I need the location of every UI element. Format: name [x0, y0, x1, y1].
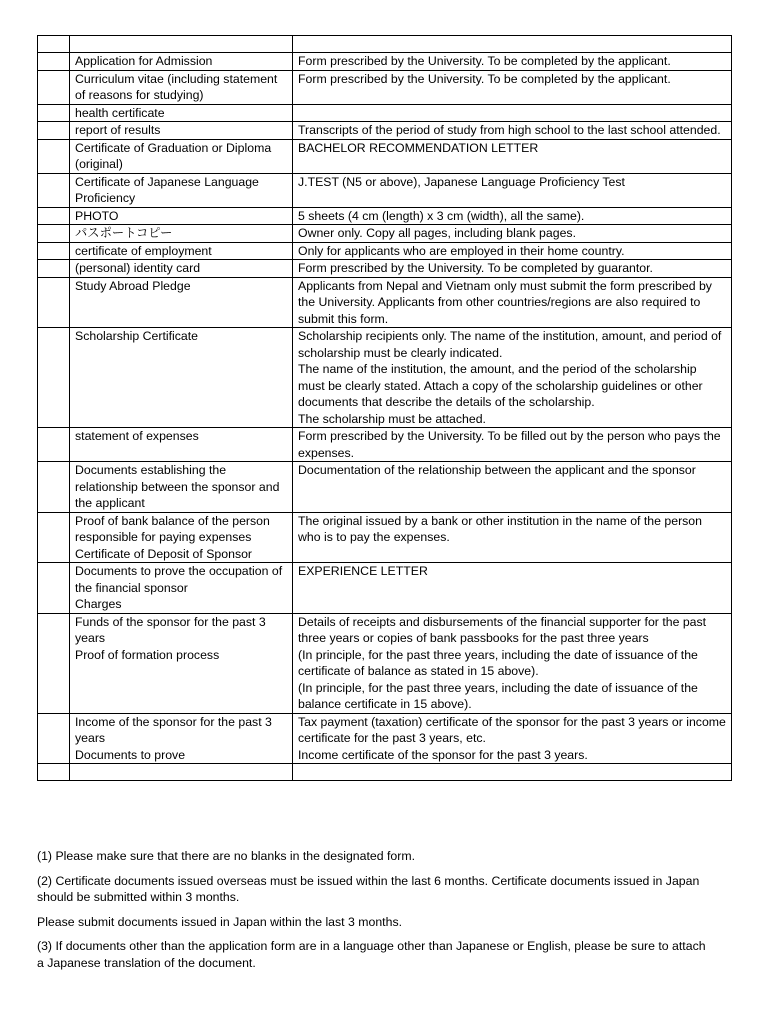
document-name-line: Charges: [75, 597, 122, 611]
document-description-line: Tax payment (taxation) certificate of the sponsor for the past 3 years or income certificate for the past 3 years, etc.: [298, 714, 726, 745]
document-description-cell: Owner only. Copy all pages, including blank pages.: [293, 225, 732, 243]
document-name-cell: パスポートコピー: [70, 225, 293, 243]
document-description-cell: Transcripts of the period of study from high school to the last school attended.: [293, 122, 732, 140]
note-paragraph: (2) Certificate documents issued overseas must be issued within the last 6 months. Certificate documents issued in Japan should be submitted within 3 months.: [37, 873, 700, 904]
table-row: [38, 277, 732, 328]
row-number-cell: [38, 207, 70, 225]
document-description-line: Scholarship recipients only. The name of the institution, amount, and period of scholarship must be clearly indicated.: [298, 329, 722, 360]
document-description-line: (In principle, for the past three years, including the date of issuance of the certificate of balance as stated in 15 above).: [298, 647, 698, 678]
document-name-cell: report of results: [70, 122, 293, 140]
row-number-cell: [38, 277, 70, 328]
document-name-line: Proof of bank balance of the person responsible for paying expenses: [75, 513, 270, 544]
row-number-cell: [38, 764, 70, 781]
note-paragraph: Please submit documents issued in Japan within the last 3 months.: [37, 914, 403, 929]
table-row: [38, 462, 732, 513]
required-documents-table: [37, 35, 732, 781]
document-name-cell: [70, 563, 293, 614]
document-name-cell: [70, 613, 293, 713]
table-row: [38, 428, 732, 462]
table-row: [38, 613, 732, 713]
document-name-cell: (personal) identity card: [70, 260, 293, 278]
document-description-cell: [293, 36, 732, 53]
document-description-line: Income certificate of the sponsor for the past 3 years.: [298, 747, 588, 762]
document-description-cell: Form prescribed by the University. To be completed by the applicant.: [293, 70, 732, 104]
document-name-cell: PHOTO: [70, 207, 293, 225]
row-number-cell: [38, 563, 70, 614]
document-name-line: Funds of the sponsor for the past 3 years: [75, 614, 266, 645]
document-description-cell: Form prescribed by the University. To be completed by the applicant.: [293, 53, 732, 71]
table-row: [38, 225, 732, 243]
table-row: [38, 563, 732, 614]
note-paragraph: (1) Please make sure that there are no blanks in the designated form.: [37, 849, 415, 863]
row-number-cell: [38, 225, 70, 243]
document-description-cell: [293, 104, 732, 122]
document-description-cell: The original issued by a bank or other institution in the name of the person who is to pay the expenses.: [293, 512, 732, 563]
row-number-cell: [38, 122, 70, 140]
document-name-line: Certificate of Deposit of Sponsor: [75, 546, 253, 561]
document-name-cell: [70, 512, 293, 563]
document-name-cell: Documents establishing the relationship between the sponsor and the applicant: [70, 462, 293, 513]
document-description-line: Details of receipts and disbursements of the financial supporter for the past three years or copies of bank passbooks for the past three years: [298, 614, 707, 645]
note-paragraph: (3) If documents other than the application form are in a language other than Japanese or English, please be sure to attach a Japanese translation of the document.: [37, 939, 706, 970]
table-row: [38, 53, 732, 71]
document-description-line: The name of the institution, the amount, and the period of the scholarship must be clearly stated. Attach a copy of the scholarship guidelines or other documents that describe the details of the scholarship.: [298, 362, 703, 409]
row-number-cell: [38, 328, 70, 428]
document-description-cell: Documentation of the relationship between the applicant and the sponsor: [293, 462, 732, 513]
document-name-cell: Certificate of Graduation or Diploma (original): [70, 139, 293, 173]
document-name-cell: Application for Admission: [70, 53, 293, 71]
table-row: [38, 713, 732, 764]
document-name-cell: certificate of employment: [70, 242, 293, 260]
row-number-cell: [38, 70, 70, 104]
document-description-cell: Only for applicants who are employed in their home country.: [293, 242, 732, 260]
document-description-cell: EXPERIENCE LETTER: [293, 563, 732, 614]
row-number-cell: [38, 713, 70, 764]
table-body: [38, 36, 732, 781]
document-name-cell: health certificate: [70, 104, 293, 122]
row-number-cell: [38, 104, 70, 122]
table-row: [38, 328, 732, 428]
row-number-cell: [38, 260, 70, 278]
document-description-cell: [293, 764, 732, 781]
document-description-cell: Form prescribed by the University. To be completed by guarantor.: [293, 260, 732, 278]
table-row: [38, 139, 732, 173]
document-name-cell: Scholarship Certificate: [70, 328, 293, 428]
table-row: [38, 764, 732, 781]
document-name-cell: [70, 713, 293, 764]
document-name-line: Proof of formation process: [75, 647, 220, 662]
document-description-cell: 5 sheets (4 cm (length) x 3 cm (width), all the same).: [293, 207, 732, 225]
row-number-cell: [38, 53, 70, 71]
document-description-line: The scholarship must be attached.: [298, 411, 486, 426]
row-number-cell: [38, 462, 70, 513]
row-number-cell: [38, 173, 70, 207]
notes-section: [37, 848, 709, 979]
document-name-cell: Certificate of Japanese Language Proficiency: [70, 173, 293, 207]
row-number-cell: [38, 36, 70, 53]
document-name-cell: statement of expenses: [70, 428, 293, 462]
table-row: [38, 122, 732, 140]
document-name-cell: Curriculum vitae (including statement of reasons for studying): [70, 70, 293, 104]
table-row: [38, 70, 732, 104]
document-description-cell: Form prescribed by the University. To be filled out by the person who pays the expenses.: [293, 428, 732, 462]
document-name-cell: [70, 36, 293, 53]
document-name-cell: Study Abroad Pledge: [70, 277, 293, 328]
document-description-cell: [293, 328, 732, 428]
row-number-cell: [38, 242, 70, 260]
row-number-cell: [38, 613, 70, 713]
document-description-cell: [293, 713, 732, 764]
document-name-line: Documents to prove: [75, 747, 186, 762]
document-description-cell: J.TEST (N5 or above), Japanese Language Proficiency Test: [293, 173, 732, 207]
table-row: [38, 207, 732, 225]
document-description-line: (In principle, for the past three years, including the date of issuance of the balance certificate in 15 above).: [298, 680, 698, 711]
document-name-line: Documents to prove the occupation of the financial sponsor: [75, 564, 283, 595]
table-row: [38, 242, 732, 260]
document-description-cell: [293, 613, 732, 713]
row-number-cell: [38, 139, 70, 173]
table-row: [38, 104, 732, 122]
table-row: [38, 36, 732, 53]
document-description-cell: BACHELOR RECOMMENDATION LETTER: [293, 139, 732, 173]
row-number-cell: [38, 428, 70, 462]
document-name-cell: [70, 764, 293, 781]
document-name-line: Income of the sponsor for the past 3 years: [75, 714, 272, 745]
row-number-cell: [38, 512, 70, 563]
table-row: [38, 260, 732, 278]
table-row: [38, 512, 732, 563]
table-row: [38, 173, 732, 207]
document-description-cell: Applicants from Nepal and Vietnam only must submit the form prescribed by the University. Applicants from other countries/regions are also required to submit this form.: [293, 277, 732, 328]
